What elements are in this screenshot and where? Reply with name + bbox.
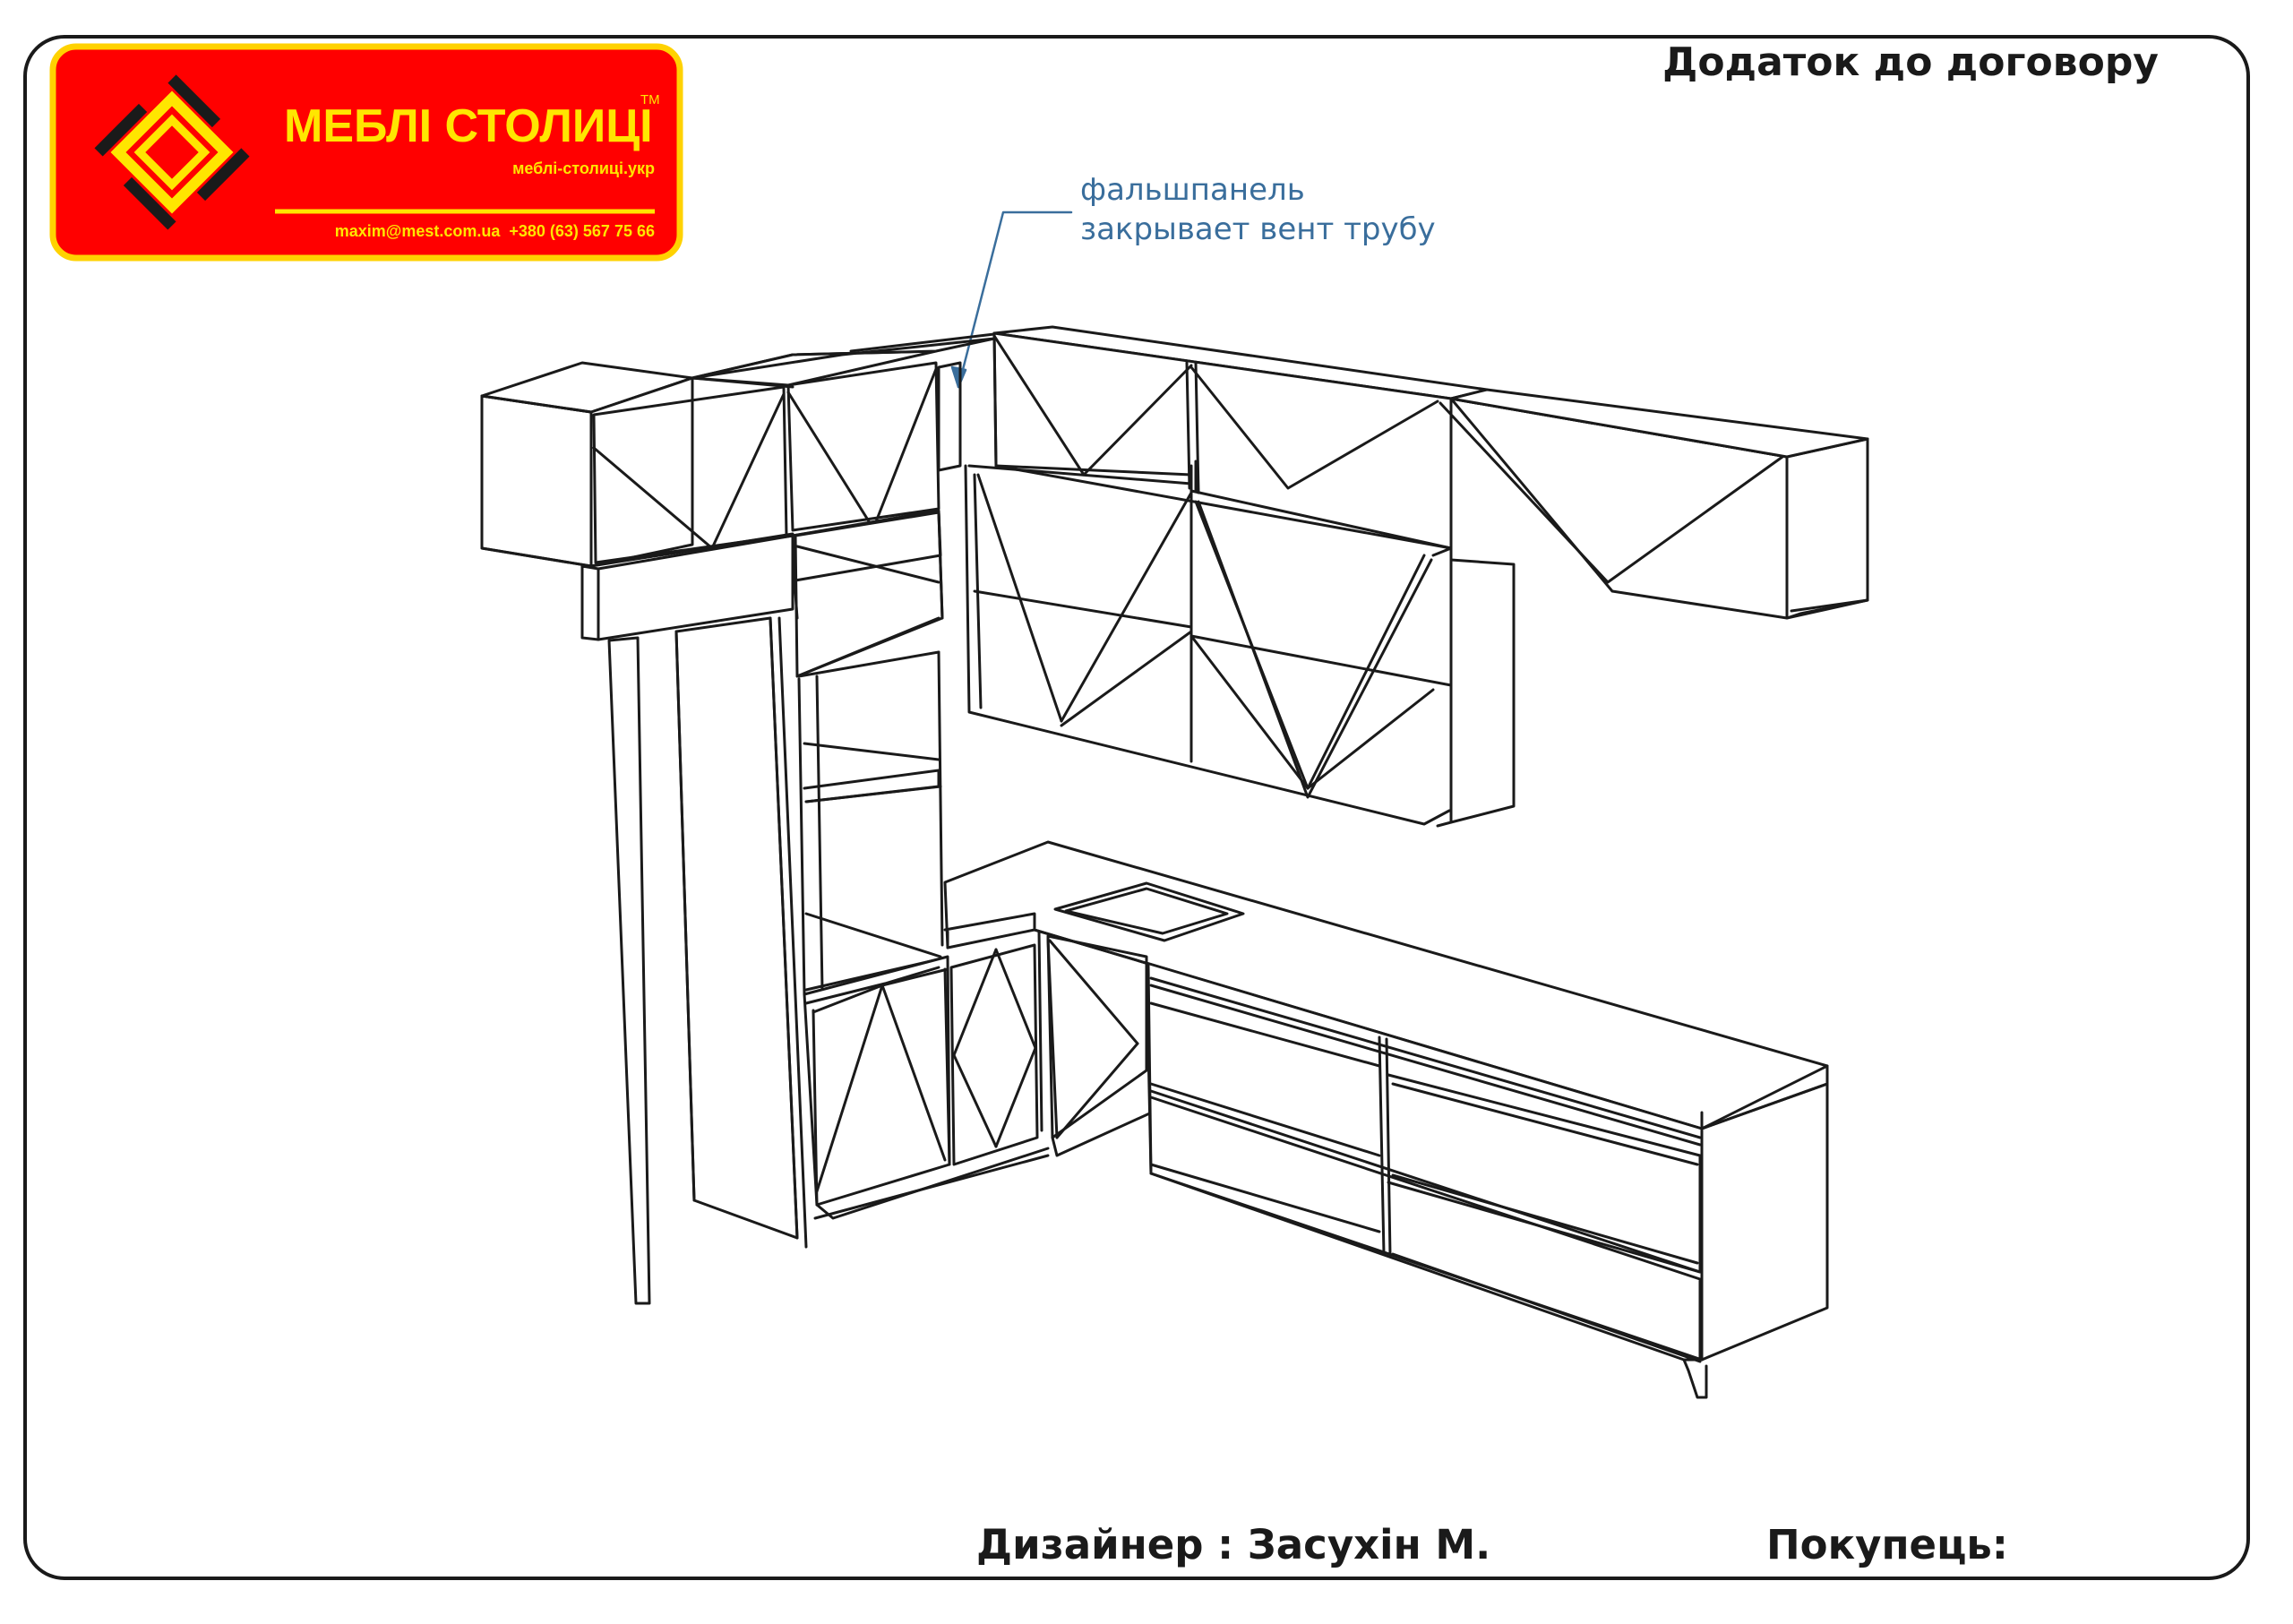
open-shelving-unit <box>793 511 942 1003</box>
logo-brand: МЕБЛІ СТОЛИЦІ <box>284 100 653 152</box>
document-title: Додаток до договору <box>1662 39 2159 85</box>
annotation-line-1: фальшпанель <box>1080 172 1305 208</box>
logo-contacts: maxim@mest.com.ua +380 (63) 567 75 66 <box>334 222 655 240</box>
logo-tm: TM <box>640 92 660 107</box>
buyer-label: Покупець: <box>1766 1521 2008 1568</box>
upper-cabinet-main <box>994 327 1868 618</box>
logo-website: меблі-столиці.укр <box>512 159 655 177</box>
filler-panel-top <box>692 334 994 470</box>
designer-label: Дизайнер : Засухін М. <box>976 1521 1491 1568</box>
tall-pantry-column <box>609 555 806 1303</box>
annotation-line-2: закрывает вент трубу <box>1080 211 1436 247</box>
base-cabinet-corner <box>804 932 1155 1218</box>
